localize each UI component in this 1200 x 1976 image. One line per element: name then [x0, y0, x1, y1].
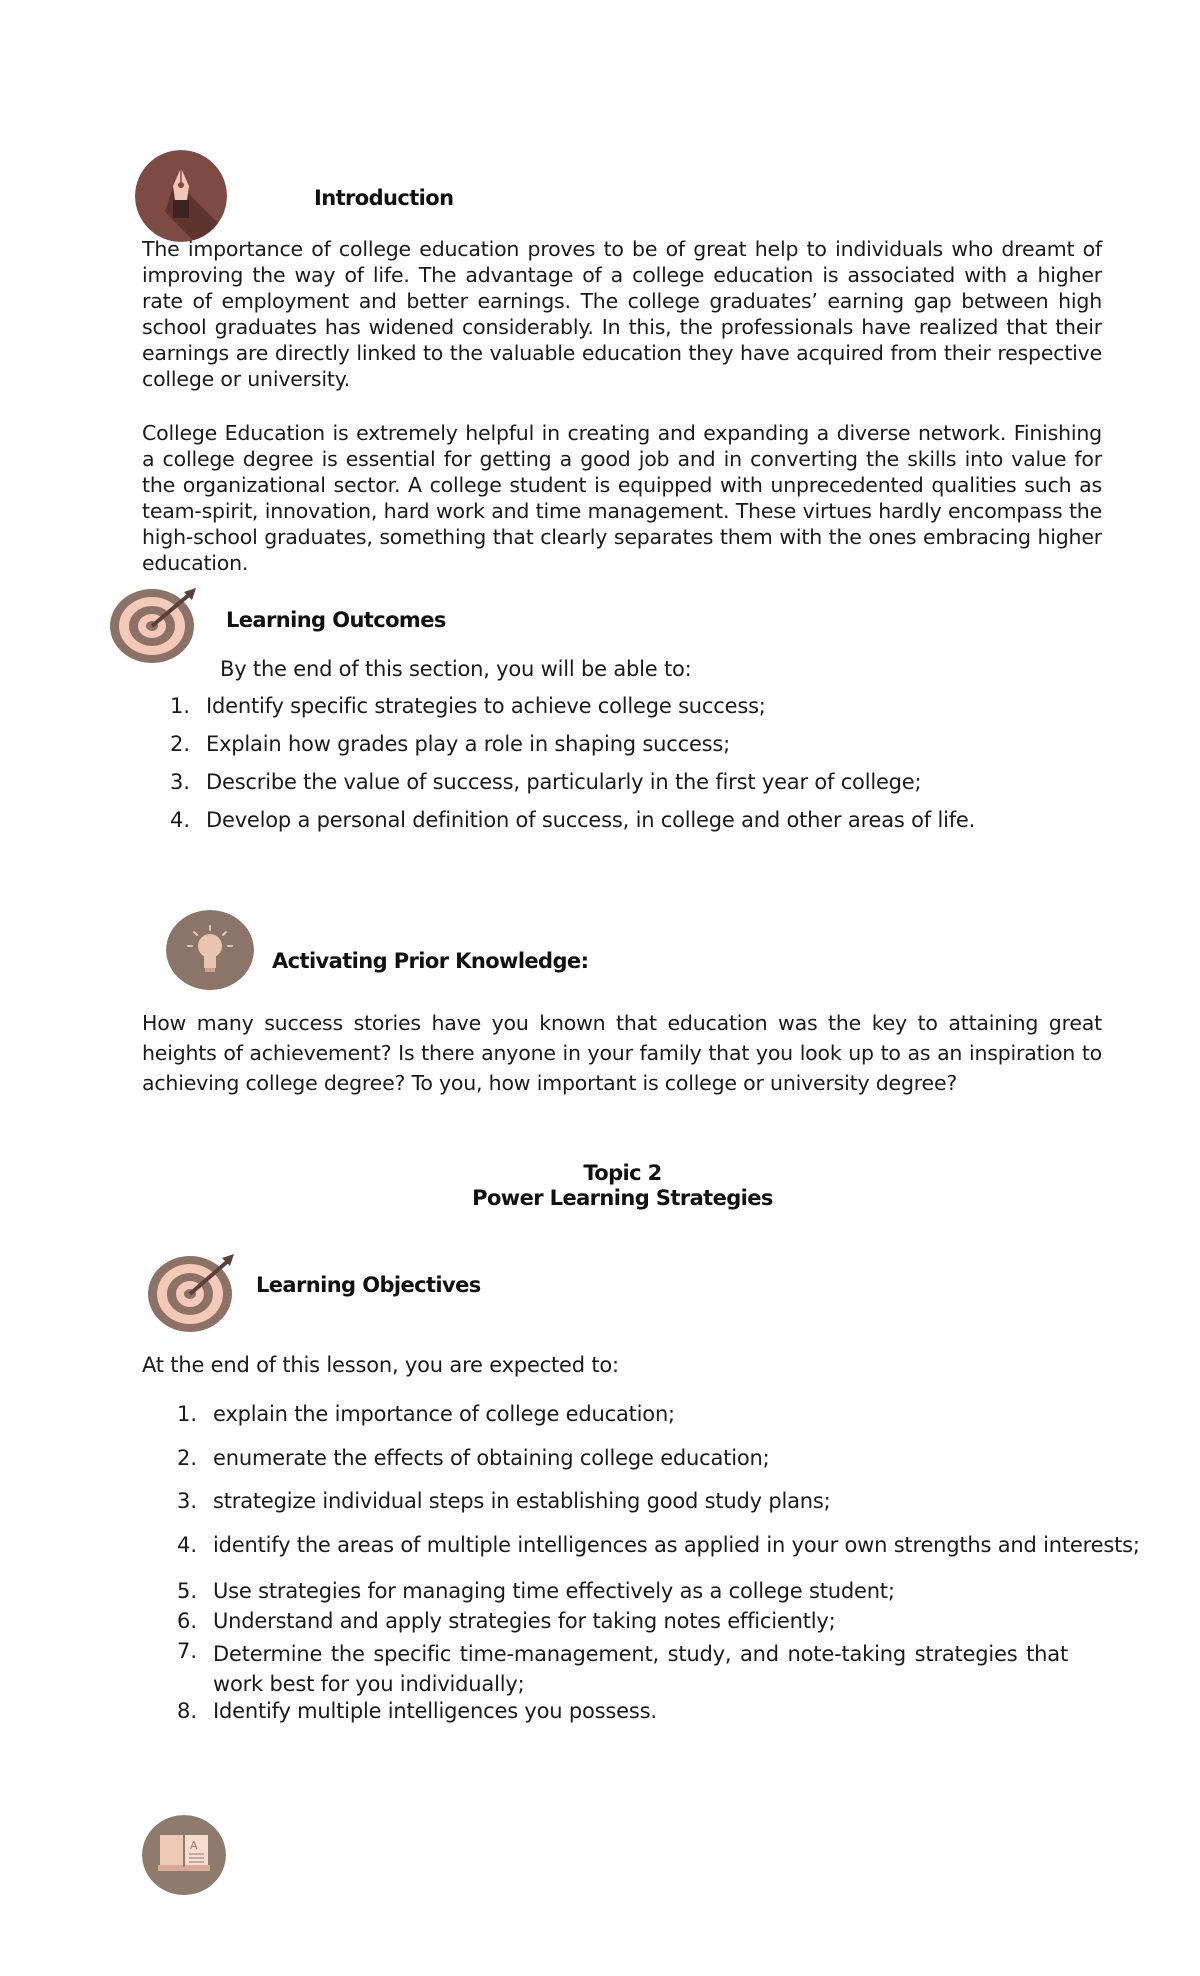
- objective-item: strategize individual steps in establishing good study plans;: [213, 1489, 831, 1513]
- objective-item: Determine the specific time-management, study, and note-taking strategies that work best for you individually;: [213, 1642, 1068, 1696]
- learning-objectives-intro: At the end of this lesson, you are expected to:: [142, 1353, 619, 1377]
- target-icon: [148, 1254, 234, 1332]
- topic-number: Topic 2: [583, 1161, 662, 1185]
- objective-number: 4.: [176, 1533, 197, 1557]
- svg-text:A: A: [190, 1839, 198, 1852]
- topic-title: Power Learning Strategies: [472, 1186, 773, 1210]
- prior-knowledge-paragraph: How many success stories have you known that education was the key to attaining great heights of achievement? Is there anyone in your family that you look up to as an inspiration to achieving college degree? To you, how important is college or university degree?: [142, 1011, 1102, 1095]
- objective-number: 5.: [176, 1579, 197, 1603]
- prior-knowledge-heading: Activating Prior Knowledge:: [272, 949, 589, 973]
- introduction-heading: Introduction: [314, 186, 454, 210]
- objective-item: Identify multiple intelligences you possess.: [213, 1699, 657, 1723]
- learning-outcomes-intro: By the end of this section, you will be able to:: [220, 657, 692, 681]
- outcome-number: 1.: [169, 694, 190, 718]
- objective-item: enumerate the effects of obtaining college education;: [213, 1446, 770, 1470]
- introduction-paragraph-1: The importance of college education proves to be of great help to individuals who dreamt of improving the way of life. The advantage of a college education is associated with a higher rate of employment and better earnings. The college graduates’ earning gap between high school graduates has widened considerably. In this, the professionals have realized that their earnings are directly linked to the valuable education they have acquired from their respective college or university.: [142, 237, 1102, 391]
- objective-number: 8.: [176, 1699, 197, 1723]
- outcome-item: Describe the value of success, particularly in the first year of college;: [206, 770, 922, 794]
- learning-objectives-heading: Learning Objectives: [256, 1273, 481, 1297]
- outcome-item: Develop a personal definition of success, in college and other areas of life.: [206, 808, 976, 832]
- objective-item: Use strategies for managing time effectively as a college student;: [213, 1579, 895, 1603]
- learning-outcomes-heading: Learning Outcomes: [226, 608, 446, 632]
- outcome-number: 3.: [169, 770, 190, 794]
- objective-item: Understand and apply strategies for taking notes efficiently;: [213, 1609, 836, 1633]
- book-icon: [142, 1815, 226, 1895]
- lightbulb-icon: [166, 910, 254, 990]
- fountain-pen-icon: [135, 150, 227, 242]
- objective-item: explain the importance of college education;: [213, 1402, 675, 1426]
- outcome-item: Explain how grades play a role in shaping success;: [206, 732, 731, 756]
- outcome-number: 2.: [169, 732, 190, 756]
- introduction-paragraph-2: College Education is extremely helpful in creating and expanding a diverse network. Finishing a college degree is essential for getting a good job and in converting the skills into value for the organizational sector. A college student is equipped with unprecedented qualities such as team-spirit, innovation, hard work and time management. These virtues hardly encompass the high-school graduates, something that clearly separates them with the ones embracing higher education.: [142, 421, 1102, 575]
- objective-item: identify the areas of multiple intelligences as applied in your own strengths and interests;: [213, 1533, 1140, 1557]
- outcome-item: Identify specific strategies to achieve college success;: [206, 694, 766, 718]
- target-icon: [110, 588, 196, 662]
- objective-number: 7.: [176, 1639, 197, 1663]
- objective-number: 6.: [176, 1609, 197, 1633]
- objective-number: 1.: [176, 1402, 197, 1426]
- objective-number: 2.: [176, 1446, 197, 1470]
- objective-number: 3.: [176, 1489, 197, 1513]
- outcome-number: 4.: [169, 808, 190, 832]
